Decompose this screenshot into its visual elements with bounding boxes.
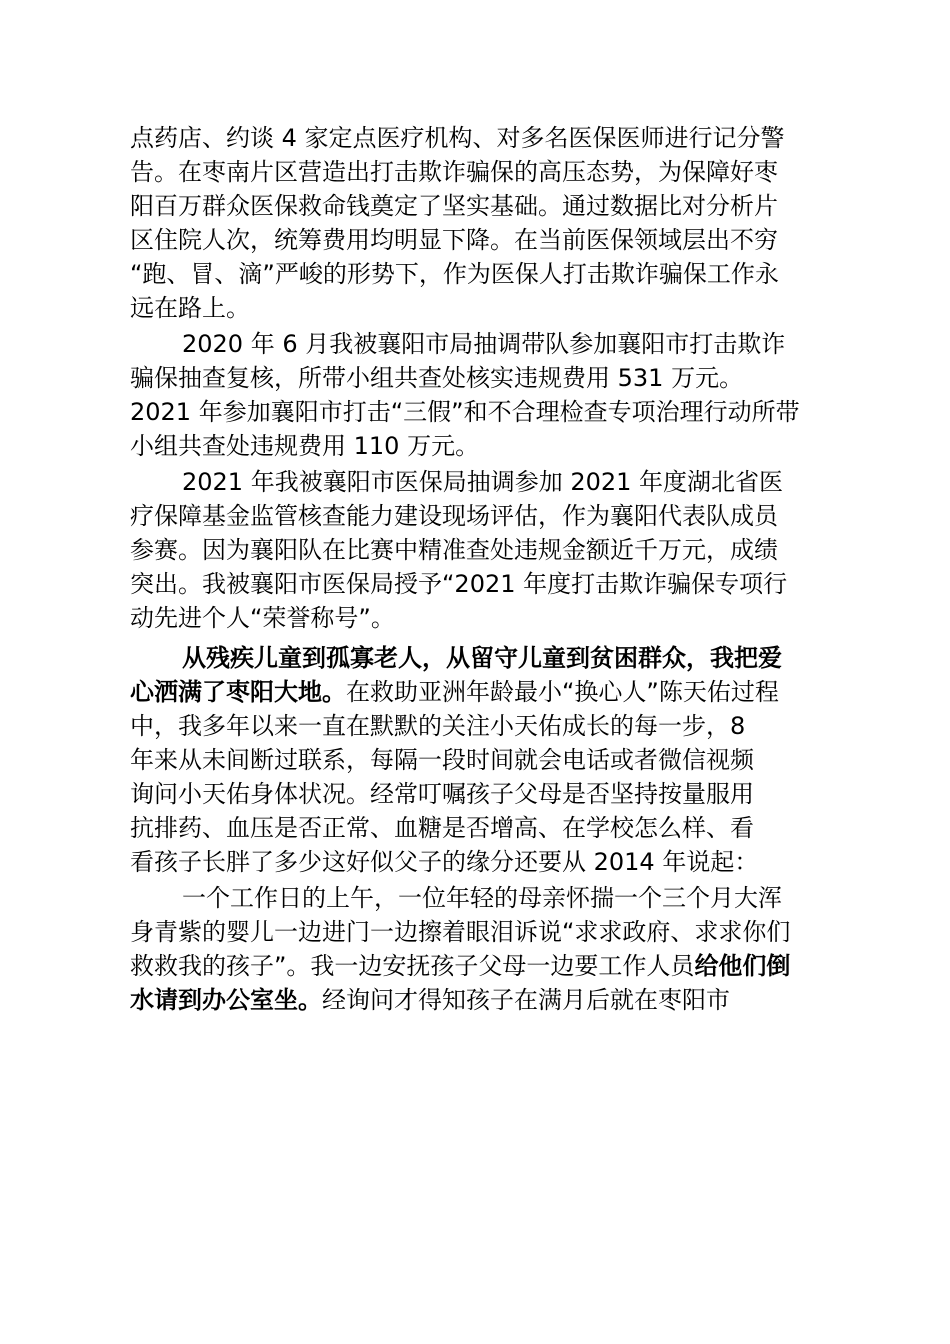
text-line (130, 189, 824, 223)
text-line (130, 291, 824, 325)
text-line (130, 675, 824, 709)
text-run: 救救我的孩子”。我一边安抚孩子父母一边要工作人员 (130, 952, 695, 980)
text-run: 经询问才得知孩子在满月后就在枣阳市 (322, 986, 730, 1014)
text-line (130, 567, 824, 601)
text-line (130, 845, 824, 879)
text-line (130, 983, 824, 1017)
text-line (130, 499, 824, 533)
text-line (130, 641, 824, 675)
text-line (130, 327, 824, 361)
text-run: 疗保障基金监管核查能力建设现场评估，作为襄阳代表队成员 (130, 502, 778, 530)
text-line (130, 465, 824, 499)
bold-text-run: 水请到办公室坐。 (130, 986, 322, 1014)
text-line (130, 709, 824, 743)
text-run: 区住院人次，统筹费用均明显下降。在当前医保领域层出不穷 (130, 226, 778, 254)
paragraph (130, 465, 824, 635)
text-line (130, 949, 824, 983)
text-run: 身青紫的婴儿一边进门一边擦着眼泪诉说“求求政府、求求你们 (130, 918, 791, 946)
text-run: 告。在枣南片区营造出打击欺诈骗保的高压态势，为保障好枣 (130, 158, 778, 186)
text-run: 一个工作日的上午，一位年轻的母亲怀揣一个三个月大浑 (182, 884, 782, 912)
paragraph (130, 327, 824, 463)
text-run: 突出。我被襄阳市医保局授予“2021 年度打击欺诈骗保专项行 (130, 570, 788, 598)
text-run: 阳百万群众医保救命钱奠定了坚实基础。通过数据比对分析片 (130, 192, 778, 220)
text-run: 2021 年我被襄阳市医保局抽调参加 2021 年度湖北省医 (182, 468, 784, 496)
text-line (130, 915, 824, 949)
text-run: 2021 年参加襄阳市打击“三假”和不合理检查专项治理行动所带 (130, 398, 800, 426)
text-run: 2020 年 6 月我被襄阳市局抽调带队参加襄阳市打击欺诈 (182, 330, 786, 358)
text-run: 抗排药、血压是否正常、血糖是否增高、在学校怎么样、看 (130, 814, 754, 842)
bold-text-run: 心洒满了枣阳大地。 (130, 678, 346, 706)
text-run: “跑、冒、滴”严峻的形势下，作为医保人打击欺诈骗保工作永 (130, 260, 779, 288)
text-line (130, 223, 824, 257)
text-line (130, 429, 824, 463)
document-body (130, 121, 824, 1017)
text-line (130, 601, 824, 635)
bold-text-run: 给他们倒 (694, 952, 791, 980)
text-line (130, 777, 824, 811)
text-run: 中，我多年以来一直在默默的关注小天佑成长的每一步，8 (130, 712, 746, 740)
text-line (130, 361, 824, 395)
text-run: 询问小天佑身体状况。经常叮嘱孩子父母是否坚持按量服用 (130, 780, 754, 808)
text-line (130, 881, 824, 915)
text-run: 骗保抽查复核，所带小组共查处核实违规费用 531 万元。 (130, 364, 744, 392)
text-line (130, 533, 824, 567)
text-line (130, 395, 824, 429)
paragraph (130, 121, 824, 325)
text-line (130, 257, 824, 291)
text-run: 动先进个人“荣誉称号”。 (130, 604, 395, 632)
text-run: 点药店、约谈 4 家定点医疗机构、对多名医保医师进行记分警 (130, 124, 785, 152)
text-run: 在救助亚洲年龄最小“换心人”陈天佑过程 (346, 678, 779, 706)
text-line (130, 743, 824, 777)
text-run: 远在路上。 (130, 294, 250, 322)
text-run: 参赛。因为襄阳队在比赛中精准查处违规金额近千万元，成绩 (130, 536, 778, 564)
text-line (130, 155, 824, 189)
text-run: 年来从未间断过联系，每隔一段时间就会电话或者微信视频 (130, 746, 754, 774)
text-line (130, 121, 824, 155)
bold-text-run: 从残疾儿童到孤寡老人，从留守儿童到贫困群众，我把爱 (182, 644, 782, 672)
text-run: 看孩子长胖了多少这好似父子的缘分还要从 2014 年说起： (130, 848, 759, 876)
text-run: 小组共查处违规费用 110 万元。 (130, 432, 480, 460)
text-line (130, 811, 824, 845)
paragraph (130, 881, 824, 1017)
paragraph (130, 641, 824, 879)
